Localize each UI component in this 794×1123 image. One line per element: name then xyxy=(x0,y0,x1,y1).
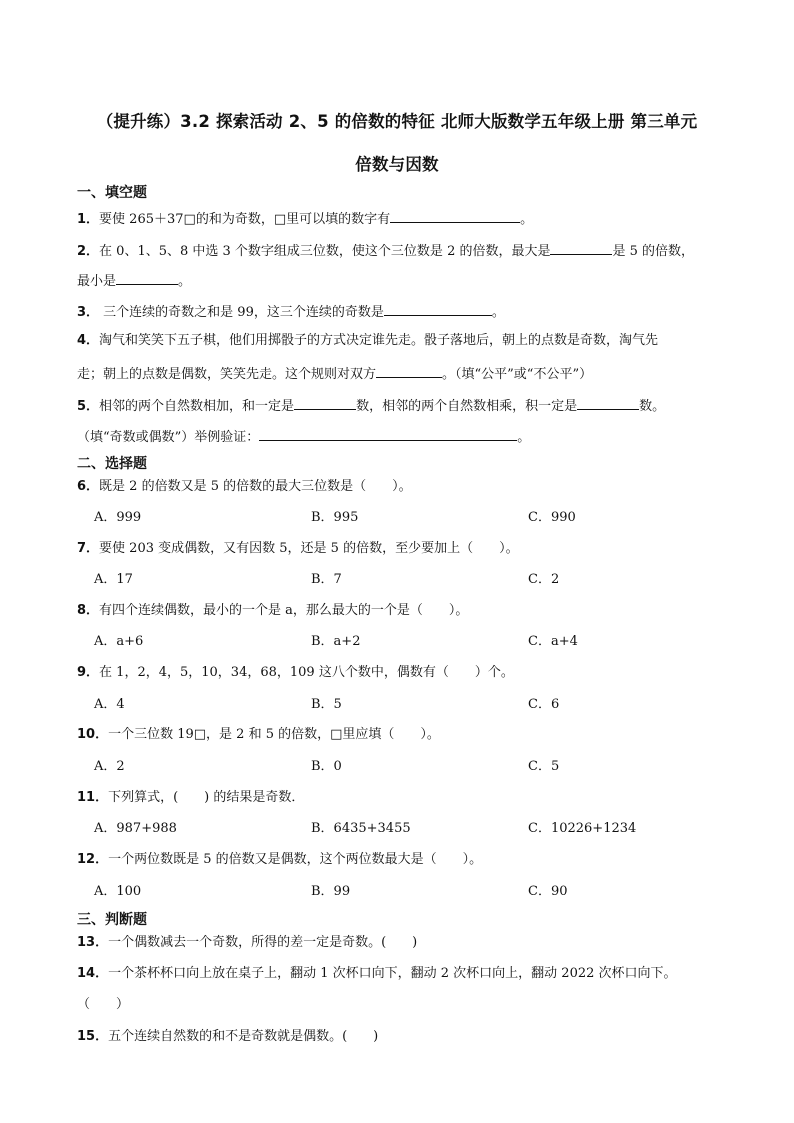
question-text: 一个三位数 19□，是 2 和 5 的倍数，□里应填（ ）。 xyxy=(108,727,440,742)
question-15 xyxy=(77,1029,378,1045)
question-10 xyxy=(77,727,440,743)
question-text: 三个连续的奇数之和是 99，这三个连续的奇数是 xyxy=(99,305,384,320)
question-text-end: 数。 xyxy=(639,399,666,414)
question-12 xyxy=(77,852,482,868)
question-text-end: 。（填“公平”或“不公平”） xyxy=(442,367,593,382)
question-text-end: 。 xyxy=(178,274,192,289)
option-c[interactable]: C．90 xyxy=(528,884,568,899)
question-number: 3． xyxy=(77,305,100,320)
answer-blank[interactable] xyxy=(390,209,520,223)
option-b[interactable]: B．5 xyxy=(311,697,342,712)
question-number: 7． xyxy=(77,541,100,556)
question-text: 有四个连续偶数，最小的一个是 a，那么最大的一个是（ ）。 xyxy=(99,603,469,618)
question-text: （填“奇数或偶数”）举例验证： xyxy=(77,430,260,445)
question-text: 相邻的两个自然数相加，和一定是 xyxy=(99,399,295,414)
question-number: 12． xyxy=(77,852,109,867)
option-b[interactable]: B．0 xyxy=(311,759,342,774)
question-8 xyxy=(77,603,468,619)
question-text: 在 0、1、5、8 中选 3 个数字组成三位数，使这个三位数是 2 的倍数，最大是 xyxy=(99,244,551,259)
option-a[interactable]: A．999 xyxy=(94,510,142,525)
question-number: 14． xyxy=(77,966,109,981)
question-text: 下列算式，( ) 的结果是奇数． xyxy=(108,790,305,805)
answer-blank[interactable] xyxy=(376,364,442,378)
question-text: 最小是 xyxy=(77,274,117,289)
question-text: 一个两位数既是 5 的倍数又是偶数，这个两位数最大是（ ）。 xyxy=(108,852,483,867)
question-number: 4． xyxy=(77,333,100,348)
question-text: 五个连续自然数的和不是奇数就是偶数。( ) xyxy=(108,1029,379,1044)
option-a[interactable]: A．17 xyxy=(94,572,133,587)
question-number: 15． xyxy=(77,1029,109,1044)
question-6 xyxy=(77,479,412,495)
option-c[interactable]: C．10226+1234 xyxy=(528,821,637,836)
option-b[interactable]: B．a+2 xyxy=(311,634,361,649)
option-c[interactable]: C．6 xyxy=(528,697,560,712)
option-c[interactable]: C．2 xyxy=(528,572,560,587)
option-c[interactable]: C．5 xyxy=(528,759,560,774)
section-heading-fill-in: 一、填空题 xyxy=(77,185,147,201)
page-subtitle: 倍数与因数 xyxy=(355,155,439,174)
answer-blank[interactable] xyxy=(116,271,178,285)
option-a[interactable]: A．4 xyxy=(94,697,125,712)
question-number: 1． xyxy=(77,212,100,227)
question-4-continued xyxy=(77,364,592,383)
question-text: 一个偶数减去一个奇数，所得的差一定是奇数。( ) xyxy=(108,935,418,950)
option-b[interactable]: B．995 xyxy=(311,510,359,525)
option-a[interactable]: A．987+988 xyxy=(94,821,177,836)
answer-blank[interactable] xyxy=(259,427,517,441)
question-text: 一个茶杯杯口向上放在桌子上，翻动 1 次杯口向下，翻动 2 次杯口向上，翻动 2022 次杯口向下。 xyxy=(108,966,677,981)
option-b[interactable]: B．6435+3455 xyxy=(311,821,411,836)
question-text: 要使 265＋37□的和为奇数，□里可以填的数字有 xyxy=(99,212,391,227)
answer-blank[interactable] xyxy=(577,396,639,410)
page-title: （提升练）3.2 探索活动 2、5 的倍数的特征 北师大版数学五年级上册 第三单元 xyxy=(96,112,698,131)
question-text-mid: 是 5 的倍数， xyxy=(612,244,695,259)
question-14-answer-paren[interactable]: （ ） xyxy=(77,997,130,1012)
question-text-end: 。 xyxy=(491,305,505,320)
option-a[interactable]: A．a+6 xyxy=(94,634,144,649)
question-13 xyxy=(77,935,417,951)
answer-blank[interactable] xyxy=(384,302,492,316)
section-heading-multiple-choice: 二、选择题 xyxy=(77,456,147,472)
question-number: 6． xyxy=(77,479,100,494)
question-5-continued xyxy=(77,427,530,446)
question-1 xyxy=(77,209,533,228)
question-5 xyxy=(77,396,665,415)
question-number: 5． xyxy=(77,399,100,414)
question-11 xyxy=(77,790,304,806)
question-3 xyxy=(77,302,505,321)
option-a[interactable]: A．100 xyxy=(94,884,142,899)
question-7 xyxy=(77,541,519,557)
question-number: 9． xyxy=(77,665,100,680)
option-c[interactable]: C．a+4 xyxy=(528,634,578,649)
question-text: 在 1，2，4，5，10，34，68，109 这八个数中，偶数有（ ）个。 xyxy=(99,665,514,680)
question-number: 8． xyxy=(77,603,100,618)
question-text: 淘气和笑笑下五子棋，他们用掷骰子的方式决定谁先走。骰子落地后，朝上的点数是奇数，淘气先 xyxy=(99,333,659,348)
question-text-end: 。 xyxy=(517,430,531,445)
question-9 xyxy=(77,665,514,681)
question-14 xyxy=(77,966,677,982)
question-number: 13． xyxy=(77,935,109,950)
option-b[interactable]: B．7 xyxy=(311,572,342,587)
answer-blank[interactable] xyxy=(294,396,356,410)
question-number: 2． xyxy=(77,244,100,259)
question-2-continued xyxy=(77,271,191,290)
question-text: 既是 2 的倍数又是 5 的倍数的最大三位数是（ ）。 xyxy=(99,479,412,494)
question-2 xyxy=(77,241,694,260)
question-text-end: 。 xyxy=(520,212,534,227)
question-text-mid: 数，相邻的两个自然数相乘，积一定是 xyxy=(356,399,578,414)
option-c[interactable]: C．990 xyxy=(528,510,576,525)
option-b[interactable]: B．99 xyxy=(311,884,351,899)
question-4 xyxy=(77,333,658,349)
question-text: 走；朝上的点数是偶数，笑笑先走。这个规则对双方 xyxy=(77,367,377,382)
option-a[interactable]: A．2 xyxy=(94,759,125,774)
question-number: 10． xyxy=(77,727,109,742)
answer-blank[interactable] xyxy=(550,241,612,255)
question-text: 要使 203 变成偶数，又有因数 5，还是 5 的倍数，至少要加上（ ）。 xyxy=(99,541,519,556)
section-heading-true-false: 三、判断题 xyxy=(77,912,147,928)
question-number: 11． xyxy=(77,790,109,805)
